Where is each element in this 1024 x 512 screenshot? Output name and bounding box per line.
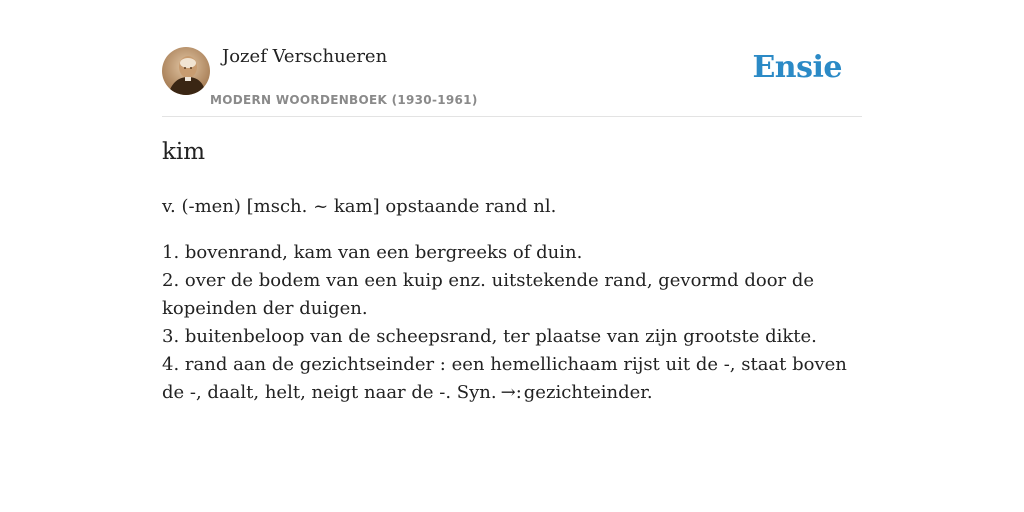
author-portrait-icon [162,47,210,95]
page-container [162,0,862,403]
author-name[interactable]: Jozef Verschueren [222,46,388,67]
sense-item [162,323,862,351]
sense-item [162,267,862,323]
sense-text: 1. bovenrand, kam van een bergreeks of duin. [162,242,583,263]
sense-text: 2. over de bodem van een kuip enz. uitstekende rand, gevormd door de kopeinden der duigen. [162,270,815,319]
sense-text: 3. buitenbeloop van de scheepsrand, ter plaatse van zijn grootste dikte. [162,326,817,347]
entry-grammar: v. (-men) [msch. ~ kam] opstaande rand nl. [162,196,557,217]
brand-logo[interactable]: Ensie [752,50,842,85]
sense-item [162,351,862,407]
entry-header [162,0,862,117]
sense-item [162,239,862,267]
synonym-link[interactable]: gezichteinder. [523,382,653,403]
sense-list [162,239,862,407]
sense-text: 4. rand aan de gezichtseinder : een hemellichaam rijst uit de -, staat boven de -, daalt, helt, neigt naar de -. Syn. [162,354,847,403]
source-dictionary[interactable]: MODERN WOORDENBOEK (1930-1961) [210,93,478,107]
author-avatar[interactable] [162,47,210,95]
synonym-arrow-icon: →: [500,382,522,403]
entry-term: kim [162,139,206,165]
